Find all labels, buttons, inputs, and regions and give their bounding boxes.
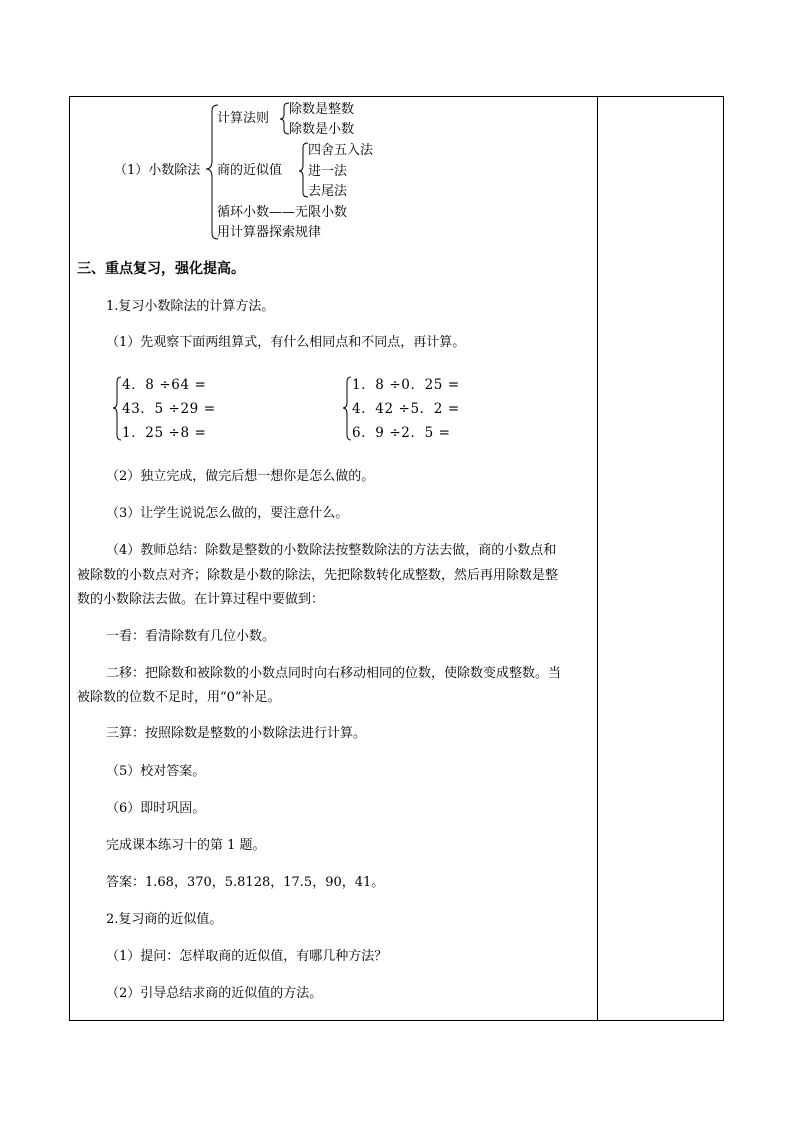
outline-approx-item: 进一法: [308, 164, 348, 179]
outline-branch-approx: 商的近似值: [217, 163, 283, 178]
paragraph-line: 二移：把除数和被除数的小数点同时向右移动相同的位数，使除数变成整数。当: [106, 666, 562, 681]
paragraph-line: （4）教师总结：除数是整数的小数除法按整数除法的方法去做，商的小数点和: [106, 543, 557, 558]
paragraph: 2.复习商的近似值。: [106, 912, 223, 927]
paragraph-line: 被除数的小数点对齐；除数是小数的除法，先把除数转化成整数，然后再用除数是整: [77, 568, 559, 583]
paragraph: 完成课本练习十的第 1 题。: [106, 838, 266, 853]
paragraph: （6）即时巩固。: [106, 801, 206, 816]
section-heading: 三、重点复习，强化提高。: [77, 261, 245, 277]
lesson-table: [69, 96, 724, 1021]
paragraph-line: 数的小数除法去做。在计算过程中要做到：: [77, 592, 325, 607]
answer-line: 答案：1.68，370，5.8128，17.5，90，41。: [106, 875, 385, 890]
paragraph: （2）引导总结求商的近似值的方法。: [106, 986, 323, 1001]
paragraph: 1.复习小数除法的计算方法。: [106, 299, 275, 314]
equation: 43．5 ÷29 =: [122, 401, 216, 417]
division-outline: [70, 97, 597, 247]
equation: 4．8 ÷64 =: [122, 377, 207, 393]
notes-column: [598, 97, 723, 1020]
paragraph: 一看：看清除数有几位小数。: [106, 629, 276, 644]
outline-approx-item: 去尾法: [308, 184, 348, 199]
outline-root: （1）小数除法: [114, 163, 201, 178]
paragraph-line: 被除数的位数不足时，用“0”补足。: [77, 690, 281, 705]
paragraph: （3）让学生说说怎么做的，要注意什么。: [106, 506, 349, 521]
outline-rule-item: 除数是整数: [289, 102, 355, 117]
outline-recurring: 循环小数——无限小数: [217, 205, 348, 220]
equation-group-a: [112, 375, 312, 445]
paragraph: （1）先观察下面两组算式，有什么相同点和不同点，再计算。: [106, 335, 466, 350]
main-column: [70, 97, 597, 1020]
equation: 6．9 ÷2．5 =: [352, 425, 451, 441]
equation-group-b: [342, 375, 562, 445]
equation: 1．25 ÷8 =: [122, 425, 207, 441]
equation: 1．8 ÷0．25 =: [352, 377, 460, 393]
paragraph: 三算：按照除数是整数的小数除法进行计算。: [106, 726, 367, 741]
outline-calculator: 用计算器探索规律: [217, 225, 322, 240]
paragraph: （1）提问：怎样取商的近似值，有哪几种方法？: [106, 949, 388, 964]
outline-approx-item: 四舍五入法: [308, 143, 374, 158]
paragraph: （2）独立完成，做完后想一想你是怎么做的。: [106, 469, 375, 484]
outline-branch-rules: 计算法则: [217, 111, 270, 126]
paragraph: （5）校对答案。: [106, 764, 206, 779]
equation: 4．42 ÷5．2 =: [352, 401, 460, 417]
outline-rule-item: 除数是小数: [289, 122, 355, 137]
